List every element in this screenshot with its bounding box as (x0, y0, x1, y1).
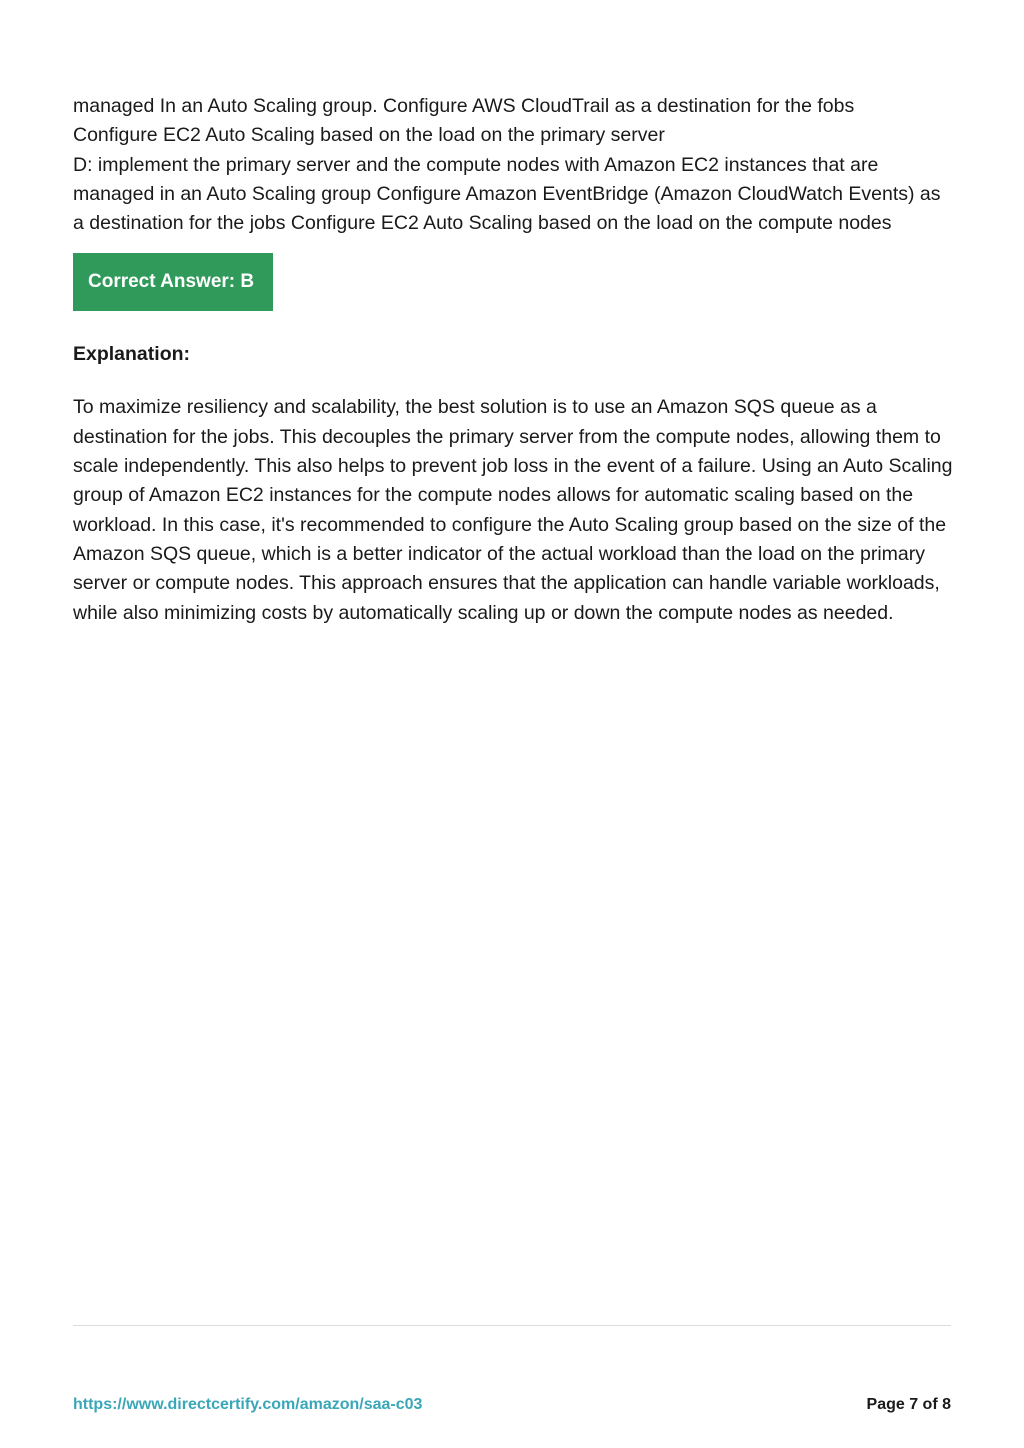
footer-divider (73, 1325, 951, 1326)
option-c-continuation (73, 92, 953, 151)
explanation-heading: Explanation: (73, 343, 191, 366)
footer-link[interactable]: https://www.directcertify.com/amazon/saa-c03 (73, 1396, 423, 1413)
explanation-body: To maximize resiliency and scalability, the best solution is to use an Amazon SQS queue as a destination for the jobs. This decouples the primary server from the compute nodes, allowing them to scale independently. This also helps to prevent job loss in the event of a failure. Using an Auto Scaling group of Amazon EC2 instances for the compute nodes allows for automatic scaling based on the workload. In this case, it's recommended to configure the Auto Scaling group based on the size of the Amazon SQS queue, which is a better indicator of the actual workload than the load on the primary server or compute nodes. This approach ensures that the application can handle variable workloads, while also minimizing costs by automatically scaling up or down the compute nodes as needed. (73, 396, 953, 624)
option-c-line-1: managed In an Auto Scaling group. Configure AWS CloudTrail as a destination for the fobs (73, 95, 855, 117)
option-d-text: D: implement the primary server and the compute nodes with Amazon EC2 instances that are managed in an Auto Scaling group Configure Amazon EventBridge (Amazon CloudWatch Events) as a destination for the jobs Configure EC2 Auto Scaling based on the load on the compute nodes (73, 153, 941, 235)
correct-answer-badge: Correct Answer: B (73, 253, 273, 311)
page-number: Page 7 of 8 (866, 1396, 951, 1413)
option-c-line-2: Configure EC2 Auto Scaling based on the load on the primary server (73, 124, 665, 147)
document-content (73, 92, 953, 628)
